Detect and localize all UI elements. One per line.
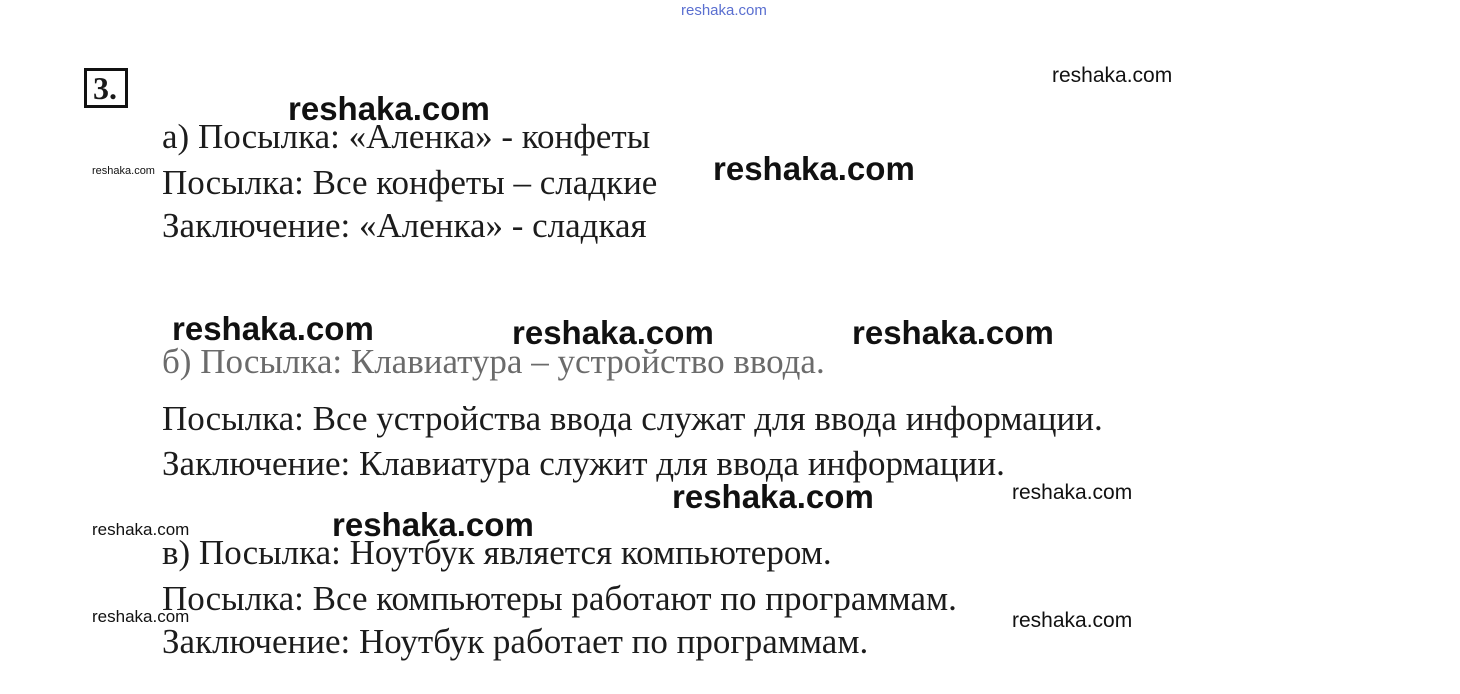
watermark: reshaka.com bbox=[512, 314, 714, 351]
watermark-top: reshaka.com bbox=[681, 2, 767, 19]
task-number: 3. bbox=[84, 68, 128, 108]
line-a-premise-1: а) Посылка: «Аленка» - конфеты bbox=[162, 117, 651, 156]
line-a-premise-2: Посылка: Все конфеты – сладкие bbox=[162, 163, 658, 202]
watermark: reshaka.com bbox=[1012, 481, 1133, 504]
watermark: reshaka.com bbox=[713, 150, 915, 187]
watermark: reshaka.com bbox=[288, 90, 490, 127]
line-c-premise-2: Посылка: Все компьютеры работают по программам. bbox=[162, 579, 957, 618]
line-b-premise-2: Посылка: Все устройства ввода служат для ввода информации. bbox=[162, 399, 1103, 438]
line-c-premise-1: в) Посылка: Ноутбук является компьютером. bbox=[162, 533, 832, 572]
watermark: reshaka.com bbox=[1052, 64, 1173, 87]
watermark: reshaka.com bbox=[852, 314, 1054, 351]
line-b-conclusion: Заключение: Клавиатура служит для ввода информации. bbox=[162, 444, 1005, 483]
watermark: reshaka.com bbox=[92, 520, 190, 539]
watermark: reshaka.com bbox=[172, 310, 374, 347]
watermark: reshaka.com bbox=[1012, 609, 1133, 632]
line-c-conclusion: Заключение: Ноутбук работает по программам. bbox=[162, 622, 869, 661]
watermark: reshaka.com bbox=[92, 165, 155, 177]
line-a-conclusion: Заключение: «Аленка» - сладкая bbox=[162, 206, 647, 245]
watermark: reshaka.com bbox=[92, 607, 190, 626]
line-b-premise-1: б) Посылка: Клавиатура – устройство ввода. bbox=[162, 342, 825, 381]
watermark: reshaka.com bbox=[332, 506, 534, 543]
watermark: reshaka.com bbox=[672, 478, 874, 515]
